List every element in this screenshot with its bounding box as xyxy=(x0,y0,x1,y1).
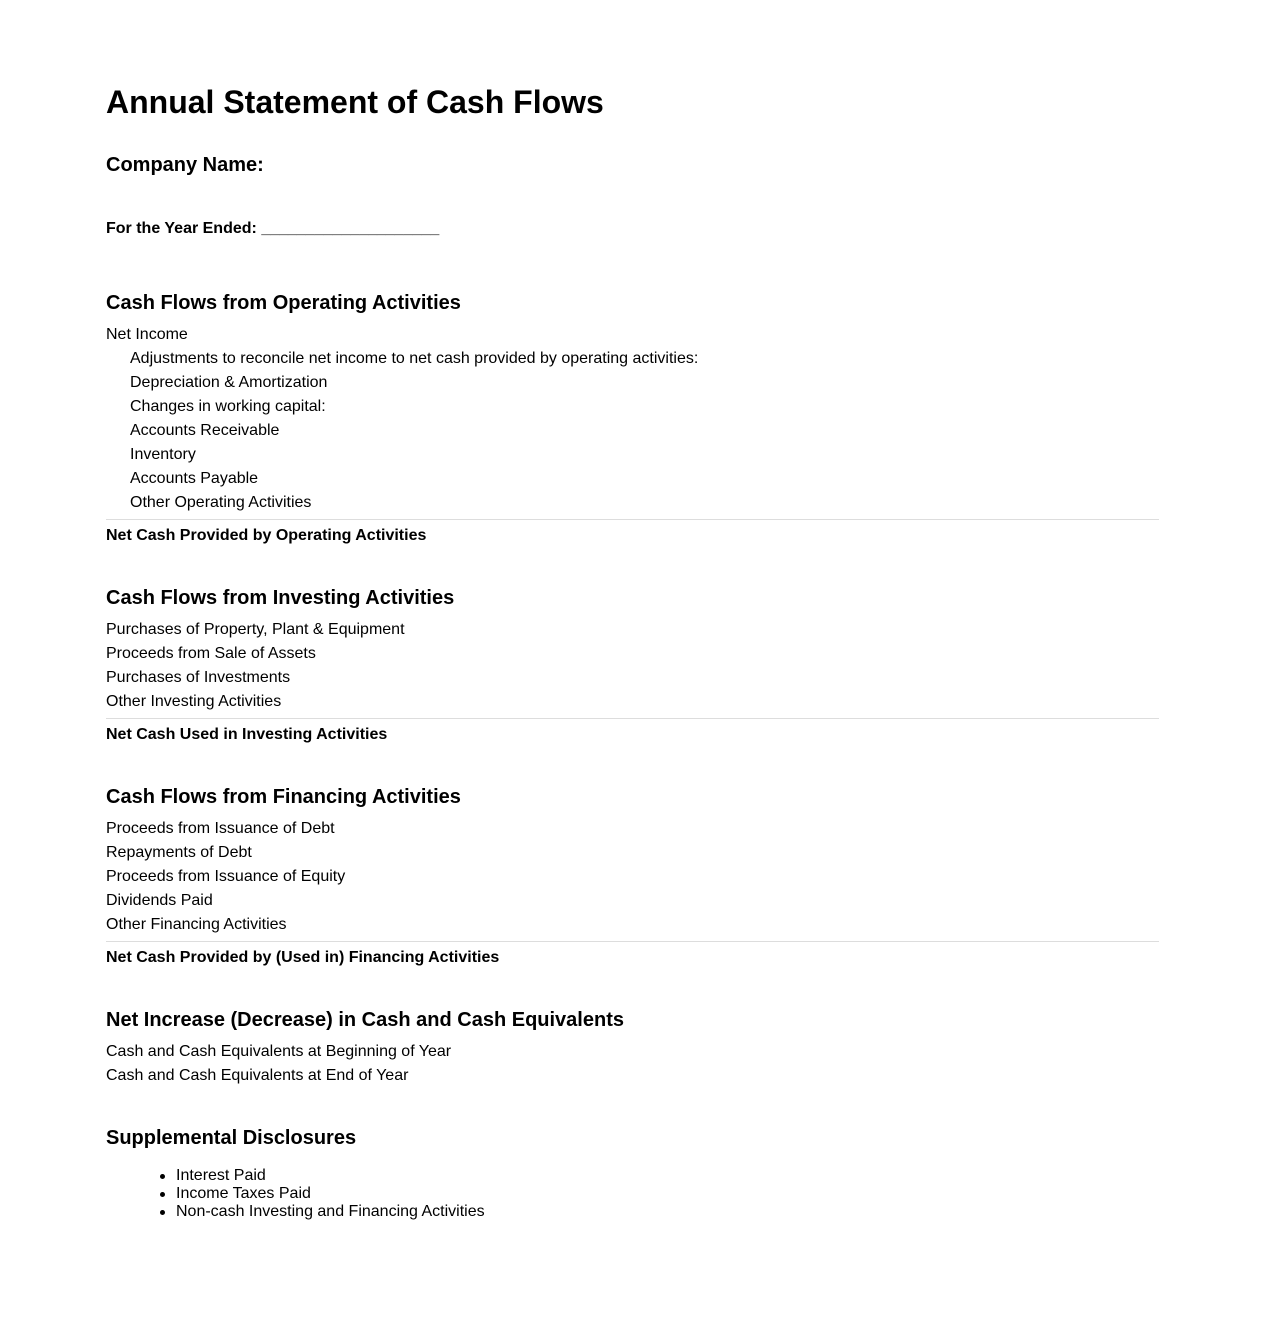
line-item-depreciation: Depreciation & Amortization xyxy=(130,374,328,391)
financing-divider xyxy=(106,941,1159,942)
line-item-accounts-payable: Accounts Payable xyxy=(130,470,259,487)
financing-section xyxy=(106,784,1159,970)
operating-heading: Cash Flows from Operating Activities xyxy=(106,292,461,314)
investing-divider xyxy=(106,718,1159,719)
investing-section xyxy=(106,585,1159,747)
supplemental-section xyxy=(106,1125,1159,1221)
line-item-investment-purchases: Purchases of Investments xyxy=(106,669,291,686)
line-item-other-operating: Other Operating Activities xyxy=(130,494,312,511)
company-name-label: Company Name: xyxy=(106,154,264,176)
year-ended-label: For the Year Ended: xyxy=(106,220,257,237)
financing-heading: Cash Flows from Financing Activities xyxy=(106,786,461,808)
line-item-asset-sale-proceeds: Proceeds from Sale of Assets xyxy=(106,645,316,662)
line-item-inventory: Inventory xyxy=(130,446,196,463)
bullet-icon xyxy=(160,1192,165,1197)
bullet-icon xyxy=(160,1174,165,1179)
line-item-other-financing: Other Financing Activities xyxy=(106,916,287,933)
year-ended-blank: ____________________ xyxy=(261,220,440,237)
line-item-ppe-purchases: Purchases of Property, Plant & Equipment xyxy=(106,621,405,638)
investing-items xyxy=(106,618,1159,714)
net-change-items xyxy=(106,1040,1159,1088)
line-item-other-investing: Other Investing Activities xyxy=(106,693,282,710)
list-item-label: Income Taxes Paid xyxy=(176,1185,311,1202)
line-item-accounts-receivable: Accounts Receivable xyxy=(130,422,280,439)
operating-section xyxy=(106,290,1159,548)
line-item-debt-issuance: Proceeds from Issuance of Debt xyxy=(106,820,335,837)
line-item-adjustments: Adjustments to reconcile net income to net cash provided by operating activities: xyxy=(130,350,699,367)
list-item xyxy=(176,1185,1159,1203)
line-item-cash-end: Cash and Cash Equivalents at End of Year xyxy=(106,1067,409,1084)
financing-total: Net Cash Provided by (Used in) Financing Activities xyxy=(106,949,500,966)
line-item-net-income: Net Income xyxy=(106,326,188,343)
line-item-debt-repayment: Repayments of Debt xyxy=(106,844,252,861)
operating-total: Net Cash Provided by Operating Activities xyxy=(106,527,427,544)
page-title: Annual Statement of Cash Flows xyxy=(106,84,604,120)
list-item xyxy=(176,1203,1159,1221)
net-change-heading: Net Increase (Decrease) in Cash and Cash Equivalents xyxy=(106,1009,624,1031)
investing-heading: Cash Flows from Investing Activities xyxy=(106,587,455,609)
line-item-cash-beginning: Cash and Cash Equivalents at Beginning of Year xyxy=(106,1043,452,1060)
net-change-section xyxy=(106,1007,1159,1088)
operating-divider xyxy=(106,519,1159,520)
operating-items xyxy=(106,323,1159,515)
line-item-dividends-paid: Dividends Paid xyxy=(106,892,213,909)
bullet-icon xyxy=(160,1210,165,1215)
investing-total: Net Cash Used in Investing Activities xyxy=(106,726,388,743)
supplemental-heading: Supplemental Disclosures xyxy=(106,1127,357,1149)
list-item-label: Interest Paid xyxy=(176,1167,266,1184)
financing-items xyxy=(106,817,1159,937)
supplemental-list xyxy=(106,1167,1159,1221)
line-item-working-capital: Changes in working capital: xyxy=(130,398,326,415)
list-item xyxy=(176,1167,1159,1185)
year-ended-line xyxy=(106,219,439,239)
list-item-label: Non-cash Investing and Financing Activities xyxy=(176,1203,485,1220)
line-item-equity-issuance: Proceeds from Issuance of Equity xyxy=(106,868,346,885)
